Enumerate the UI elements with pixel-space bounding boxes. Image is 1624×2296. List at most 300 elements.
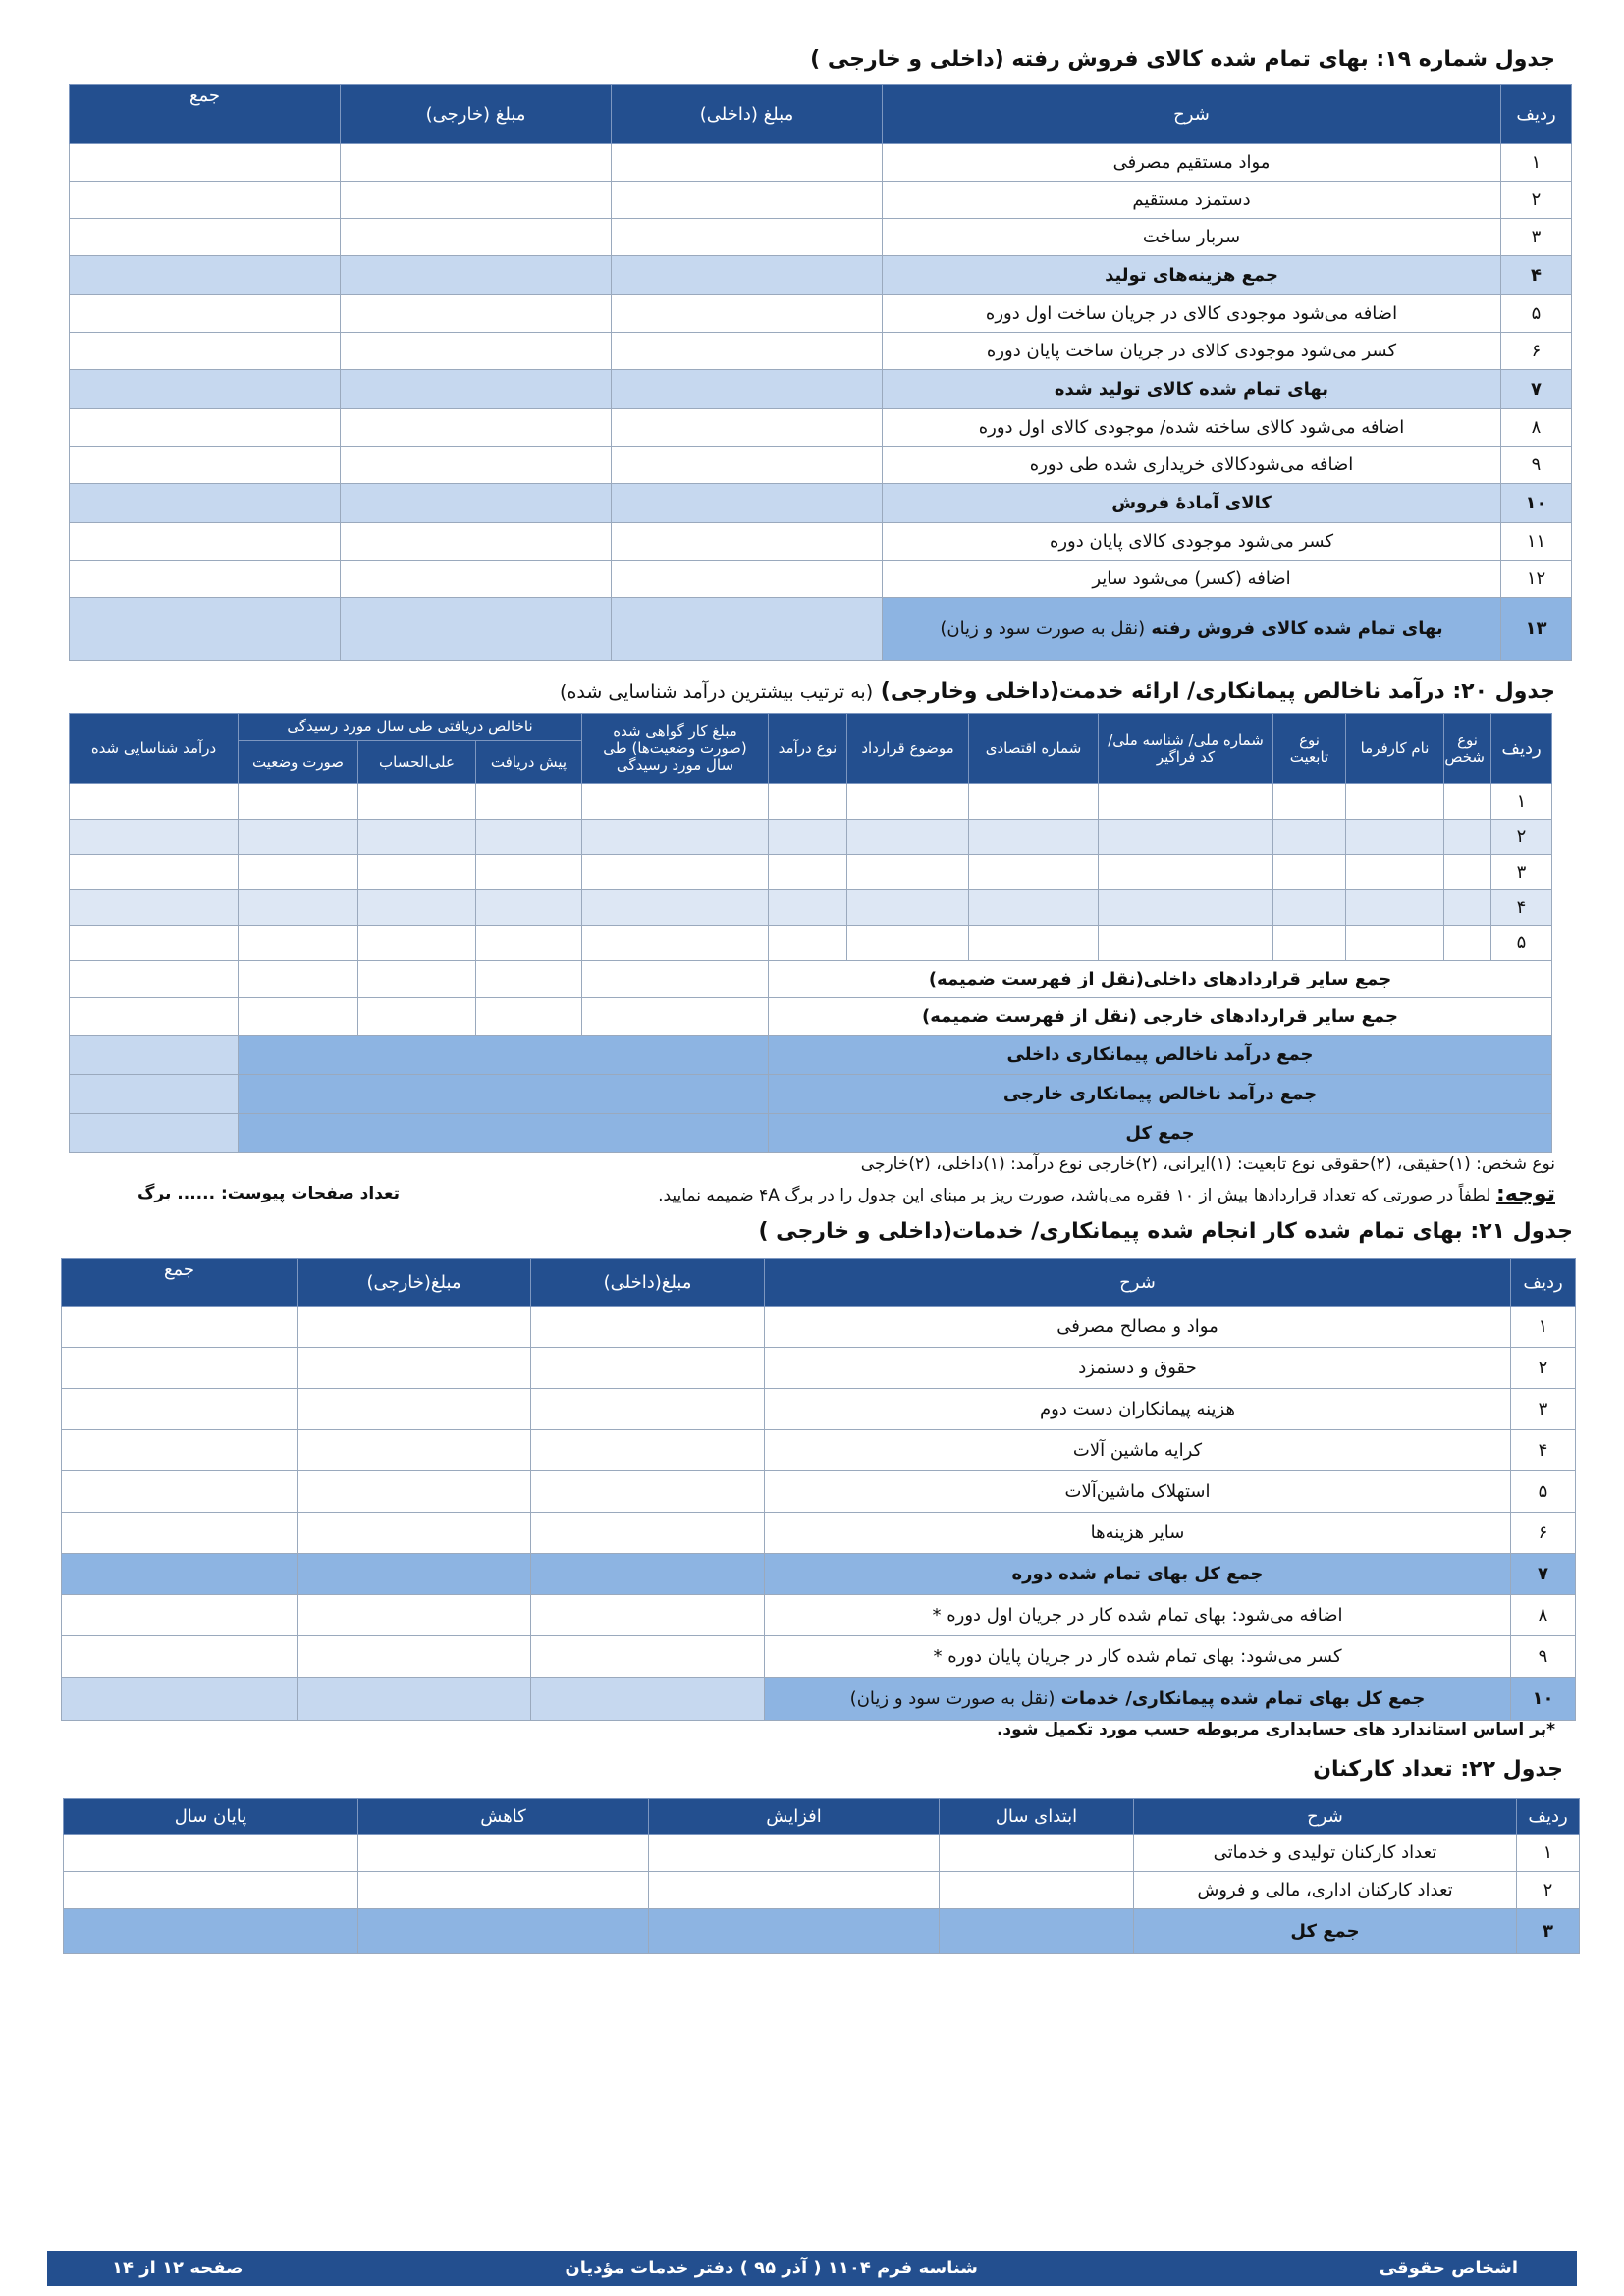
cell[interactable] xyxy=(70,1075,239,1114)
sum-label: جمع درآمد ناخالص پیمانکاری داخلی xyxy=(769,1036,1552,1075)
table21-header-desc: شرح xyxy=(765,1259,1511,1307)
row-number: ۳ xyxy=(1517,1909,1580,1954)
row-description: کسر می‌شود موجودی کالای پایان دوره xyxy=(883,523,1501,561)
cell[interactable] xyxy=(70,784,239,820)
cell[interactable] xyxy=(70,820,239,855)
domestic-amount-cell[interactable] xyxy=(612,219,883,256)
cell[interactable] xyxy=(1444,784,1491,820)
domestic-amount-cell[interactable] xyxy=(612,333,883,370)
total-amount-cell[interactable] xyxy=(70,182,341,219)
row-number: ۵ xyxy=(1511,1471,1576,1513)
table20-legend: نوع شخص: (۱)حقیقی، (۲)حقوقی نوع تابعیت: (۱)ایرانی، (۲)خارجی نوع درآمد: (۱)داخلی، (۲)خارجی xyxy=(860,1154,1555,1174)
domestic-amount-cell[interactable] xyxy=(612,523,883,561)
cell[interactable] xyxy=(239,998,358,1036)
domestic-amount-cell[interactable] xyxy=(531,1513,765,1554)
sum-label: جمع کل xyxy=(769,1114,1552,1153)
sum-label: جمع سایر قراردادهای خارجی (نقل از فهرست ضمیمه) xyxy=(769,998,1552,1036)
cell[interactable] xyxy=(358,1909,649,1954)
total-amount-cell[interactable] xyxy=(62,1678,298,1721)
cell[interactable] xyxy=(1099,820,1273,855)
cell[interactable] xyxy=(649,1909,940,1954)
table-row xyxy=(62,1389,1576,1430)
cell[interactable] xyxy=(358,961,476,998)
cell[interactable] xyxy=(582,961,769,998)
foreign-amount-cell[interactable] xyxy=(298,1636,531,1678)
total-amount-cell[interactable] xyxy=(70,333,341,370)
table-row-total xyxy=(64,1909,1580,1954)
row-description: جمع هزینه‌های تولید xyxy=(883,256,1501,295)
foreign-amount-cell[interactable] xyxy=(298,1348,531,1389)
attach-pages: تعداد صفحات پیوست: ...... برگ xyxy=(137,1184,401,1203)
table22-header-increase: افزایش xyxy=(649,1799,940,1835)
total-amount-cell[interactable] xyxy=(62,1430,298,1471)
row-number: ۷ xyxy=(1501,370,1572,409)
cell[interactable] xyxy=(239,1075,769,1114)
domestic-amount-cell[interactable] xyxy=(531,1636,765,1678)
row-number: ۵ xyxy=(1491,926,1552,961)
foreign-amount-cell[interactable] xyxy=(341,447,612,484)
table20-subtitle: (به ترتیب بیشترین درآمد شناسایی شده) xyxy=(560,681,874,703)
total-amount-cell[interactable] xyxy=(70,561,341,598)
cell[interactable] xyxy=(239,820,358,855)
row-number: ۱۲ xyxy=(1501,561,1572,598)
cell[interactable] xyxy=(239,961,358,998)
total-amount-cell[interactable] xyxy=(70,295,341,333)
table-row-total xyxy=(62,1678,1576,1721)
row-description: اضافه می‌شود کالای ساخته شده/ موجودی کالای اول دوره xyxy=(883,409,1501,447)
total-amount-cell[interactable] xyxy=(70,144,341,182)
cell[interactable] xyxy=(70,1114,239,1153)
cell[interactable] xyxy=(1444,855,1491,890)
table22-header-row-no: ردیف xyxy=(1517,1799,1580,1835)
table-row-subtotal xyxy=(62,1554,1576,1595)
cell[interactable] xyxy=(969,784,1099,820)
total-amount-cell[interactable] xyxy=(70,523,341,561)
cell[interactable] xyxy=(1346,820,1444,855)
cell[interactable] xyxy=(70,1036,239,1075)
row-description: اضافه (کسر) می‌شود سایر xyxy=(883,561,1501,598)
table20-header-status: صورت وضعیت xyxy=(239,741,358,784)
table20-header-approved: مبلغ کار گواهی شده (صورت وضعیت‌ها) طی سال مورد رسیدگی xyxy=(582,714,769,784)
domestic-amount-cell[interactable] xyxy=(531,1471,765,1513)
row-description: سربار ساخت xyxy=(883,219,1501,256)
row-number: ۱ xyxy=(1491,784,1552,820)
table-row-sum-other-foreign xyxy=(70,998,1552,1036)
table20-header-on-account: علی‌الحساب xyxy=(358,741,476,784)
table-row xyxy=(64,1835,1580,1872)
table-row-sum-other-domestic xyxy=(70,961,1552,998)
row-number: ۷ xyxy=(1511,1554,1576,1595)
domestic-amount-cell[interactable] xyxy=(612,370,883,409)
table21-header-domestic: مبلغ(داخلی) xyxy=(531,1259,765,1307)
table21-header-foreign: مبلغ(خارجی) xyxy=(298,1259,531,1307)
row-number: ۸ xyxy=(1501,409,1572,447)
table-row xyxy=(70,182,1572,219)
foreign-amount-cell[interactable] xyxy=(341,409,612,447)
total-amount-cell[interactable] xyxy=(70,598,341,661)
foreign-amount-cell[interactable] xyxy=(341,561,612,598)
table-row-subtotal xyxy=(70,370,1572,409)
cell[interactable] xyxy=(582,890,769,926)
sum-label: جمع سایر قراردادهای داخلی(نقل از فهرست ضمیمه) xyxy=(769,961,1552,998)
foreign-amount-cell[interactable] xyxy=(341,182,612,219)
cell[interactable] xyxy=(1346,855,1444,890)
table-row xyxy=(62,1595,1576,1636)
row-description: استهلاک ماشین‌آلات xyxy=(765,1471,1511,1513)
cell[interactable] xyxy=(940,1872,1134,1909)
row-number: ۱۱ xyxy=(1501,523,1572,561)
total-amount-cell[interactable] xyxy=(62,1513,298,1554)
cell[interactable] xyxy=(476,855,582,890)
row-number: ۶ xyxy=(1511,1513,1576,1554)
cell[interactable] xyxy=(64,1872,358,1909)
footer-form-id: شناسه فرم ۱۱۰۴ ( آذر ۹۵ ) دفتر خدمات مؤدیان xyxy=(565,2258,978,2278)
cell[interactable] xyxy=(847,820,969,855)
total-amount-cell[interactable] xyxy=(70,484,341,523)
table22-header-start: ابتدای سال xyxy=(940,1799,1134,1835)
table19 xyxy=(69,84,1572,661)
domestic-amount-cell[interactable] xyxy=(612,484,883,523)
table-row-subtotal xyxy=(70,484,1572,523)
table20-header-recognized: درآمد شناسایی شده xyxy=(70,714,239,784)
foreign-amount-cell[interactable] xyxy=(298,1471,531,1513)
domestic-amount-cell[interactable] xyxy=(612,561,883,598)
table22-header-desc: شرح xyxy=(1134,1799,1517,1835)
table-row xyxy=(70,219,1572,256)
row-description: کسر می‌شود: بهای تمام شده کار در جریان پایان دوره * xyxy=(765,1636,1511,1678)
cell[interactable] xyxy=(940,1835,1134,1872)
row-number: ۱۰ xyxy=(1511,1678,1576,1721)
row-description: حقوق و دستمزد xyxy=(765,1348,1511,1389)
cell[interactable] xyxy=(1346,890,1444,926)
table19-header-row-no: ردیف xyxy=(1501,85,1572,144)
cell[interactable] xyxy=(1444,890,1491,926)
foreign-amount-cell[interactable] xyxy=(298,1513,531,1554)
table-row xyxy=(62,1307,1576,1348)
sum-label: جمع درآمد ناخالص پیمانکاری خارجی xyxy=(769,1075,1552,1114)
cell[interactable] xyxy=(358,998,476,1036)
table-row xyxy=(70,820,1552,855)
foreign-amount-cell[interactable] xyxy=(341,484,612,523)
table-row xyxy=(64,1872,1580,1909)
cell[interactable] xyxy=(1273,890,1346,926)
table-row xyxy=(70,561,1572,598)
table20-header-advance: پیش دریافت xyxy=(476,741,582,784)
table-row xyxy=(70,890,1552,926)
total-amount-cell[interactable] xyxy=(70,370,341,409)
cell[interactable] xyxy=(969,820,1099,855)
footer-page-number: صفحه ۱۲ از ۱۴ xyxy=(112,2258,244,2278)
cell[interactable] xyxy=(358,820,476,855)
row-description: اضافه می‌شود موجودی کالای در جریان ساخت اول دوره xyxy=(883,295,1501,333)
domestic-amount-cell[interactable] xyxy=(612,598,883,661)
row-number: ۳ xyxy=(1511,1389,1576,1430)
domestic-amount-cell[interactable] xyxy=(612,447,883,484)
table20-note xyxy=(137,1182,1555,1206)
table-row xyxy=(70,926,1552,961)
domestic-amount-cell[interactable] xyxy=(531,1678,765,1721)
total-amount-cell[interactable] xyxy=(62,1348,298,1389)
foreign-amount-cell[interactable] xyxy=(298,1595,531,1636)
cell[interactable] xyxy=(1099,784,1273,820)
table19-header-domestic: مبلغ (داخلی) xyxy=(612,85,883,144)
cell[interactable] xyxy=(476,820,582,855)
cell[interactable] xyxy=(1099,855,1273,890)
foreign-amount-cell[interactable] xyxy=(341,370,612,409)
note-text: لطفاً در صورتی که تعداد قراردادها بیش از ۱۰ فقره می‌باشد، صورت ریز بر مبنای این جدول را در برگ ۴A ضمیمه نمایید. xyxy=(658,1186,1491,1205)
row-number: ۱۰ xyxy=(1501,484,1572,523)
cell[interactable] xyxy=(649,1835,940,1872)
table-row-sum-domestic xyxy=(70,1036,1552,1075)
total-amount-cell[interactable] xyxy=(62,1636,298,1678)
row-description: تعداد کارکنان اداری، مالی و فروش xyxy=(1134,1872,1517,1909)
cell[interactable] xyxy=(1346,784,1444,820)
row-description: کالای آمادهٔ فروش xyxy=(883,484,1501,523)
table19-title: جدول شماره ۱۹: بهای تمام شده کالای فروش رفته (داخلی و خارجی ) xyxy=(810,47,1555,72)
table20-header-economic-no: شماره اقتصادی xyxy=(969,714,1099,784)
domestic-amount-cell[interactable] xyxy=(531,1389,765,1430)
domestic-amount-cell[interactable] xyxy=(531,1430,765,1471)
cell[interactable] xyxy=(769,784,847,820)
table-row xyxy=(70,784,1552,820)
cell[interactable] xyxy=(476,961,582,998)
total-amount-cell[interactable] xyxy=(62,1307,298,1348)
foreign-amount-cell[interactable] xyxy=(298,1554,531,1595)
cell[interactable] xyxy=(358,784,476,820)
table20-title-main: جدول ۲۰: درآمد ناخالص پیمانکاری/ ارائه خدمت(داخلی وخارجی) xyxy=(880,679,1555,704)
cell[interactable] xyxy=(582,998,769,1036)
row-number: ۸ xyxy=(1511,1595,1576,1636)
cell[interactable] xyxy=(358,1872,649,1909)
row-description: مواد و مصالح مصرفی xyxy=(765,1307,1511,1348)
row-description xyxy=(883,598,1501,661)
cell[interactable] xyxy=(582,926,769,961)
cell[interactable] xyxy=(239,926,358,961)
cell[interactable] xyxy=(969,890,1099,926)
foreign-amount-cell[interactable] xyxy=(341,598,612,661)
domestic-amount-cell[interactable] xyxy=(612,144,883,182)
table-row xyxy=(70,409,1572,447)
total-label-note: (نقل به صورت سود و زیان) xyxy=(940,618,1146,639)
row-description: بهای تمام شده کالای تولید شده xyxy=(883,370,1501,409)
total-amount-cell[interactable] xyxy=(70,409,341,447)
note-label: توجه: xyxy=(1495,1182,1555,1206)
foreign-amount-cell[interactable] xyxy=(341,144,612,182)
cell[interactable] xyxy=(239,890,358,926)
table20-header-row-no: ردیف xyxy=(1491,714,1552,784)
cell[interactable] xyxy=(969,855,1099,890)
cell[interactable] xyxy=(769,926,847,961)
table22-header-end: پایان سال xyxy=(64,1799,358,1835)
foreign-amount-cell[interactable] xyxy=(341,256,612,295)
total-label: جمع کل بهای تمام شده پیمانکاری/ خدمات xyxy=(1060,1688,1426,1709)
cell[interactable] xyxy=(70,855,239,890)
row-number: ۵ xyxy=(1501,295,1572,333)
cell[interactable] xyxy=(239,784,358,820)
foreign-amount-cell[interactable] xyxy=(341,333,612,370)
row-number: ۱ xyxy=(1517,1835,1580,1872)
row-number: ۴ xyxy=(1491,890,1552,926)
table22-header-decrease: کاهش xyxy=(358,1799,649,1835)
cell[interactable] xyxy=(476,890,582,926)
total-amount-cell[interactable] xyxy=(70,447,341,484)
table20-header-national-id: شماره ملی/ شناسه ملی/ کد فراگیر xyxy=(1099,714,1273,784)
cell[interactable] xyxy=(847,855,969,890)
cell[interactable] xyxy=(70,890,239,926)
row-description: کسر می‌شود موجودی کالای در جریان ساخت پایان دوره xyxy=(883,333,1501,370)
table19-header-desc: شرح xyxy=(883,85,1501,144)
total-amount-cell[interactable] xyxy=(62,1554,298,1595)
table22 xyxy=(63,1798,1580,1954)
foreign-amount-cell[interactable] xyxy=(341,523,612,561)
domestic-amount-cell[interactable] xyxy=(531,1307,765,1348)
table20-header-subject: موضوع قرارداد xyxy=(847,714,969,784)
cell[interactable] xyxy=(64,1835,358,1872)
row-number: ۲ xyxy=(1517,1872,1580,1909)
table21 xyxy=(61,1258,1576,1721)
cell[interactable] xyxy=(649,1872,940,1909)
foreign-amount-cell[interactable] xyxy=(298,1678,531,1721)
cell[interactable] xyxy=(582,855,769,890)
total-amount-cell[interactable] xyxy=(70,256,341,295)
row-number: ۴ xyxy=(1511,1430,1576,1471)
total-amount-cell[interactable] xyxy=(62,1595,298,1636)
cell[interactable] xyxy=(1273,926,1346,961)
cell[interactable] xyxy=(476,784,582,820)
cell[interactable] xyxy=(358,926,476,961)
cell[interactable] xyxy=(847,926,969,961)
table-row xyxy=(70,855,1552,890)
row-number: ۳ xyxy=(1501,219,1572,256)
domestic-amount-cell[interactable] xyxy=(612,409,883,447)
cell[interactable] xyxy=(1273,820,1346,855)
cell[interactable] xyxy=(769,890,847,926)
cell[interactable] xyxy=(358,855,476,890)
row-number: ۹ xyxy=(1511,1636,1576,1678)
table20 xyxy=(69,713,1552,1153)
row-number: ۱ xyxy=(1511,1307,1576,1348)
row-number: ۲ xyxy=(1501,182,1572,219)
cell[interactable] xyxy=(847,890,969,926)
row-description: جمع کل بهای تمام شده دوره xyxy=(765,1554,1511,1595)
table20-header-nationality: نوع تابعیت xyxy=(1273,714,1346,784)
table20-title xyxy=(560,679,1555,704)
cell[interactable] xyxy=(1273,784,1346,820)
total-label-note: (نقل به صورت سود و زیان) xyxy=(849,1688,1056,1709)
row-description: تعداد کارکنان تولیدی و خدماتی xyxy=(1134,1835,1517,1872)
table-row xyxy=(62,1513,1576,1554)
cell[interactable] xyxy=(1444,926,1491,961)
foreign-amount-cell[interactable] xyxy=(298,1430,531,1471)
row-number: ۲ xyxy=(1511,1348,1576,1389)
table-row xyxy=(70,523,1572,561)
table-row xyxy=(70,295,1572,333)
row-number: ۴ xyxy=(1501,256,1572,295)
cell[interactable] xyxy=(70,961,239,998)
cell[interactable] xyxy=(239,855,358,890)
row-description: کرایه ماشین آلات xyxy=(765,1430,1511,1471)
cell[interactable] xyxy=(476,998,582,1036)
table-row-subtotal xyxy=(70,256,1572,295)
cell[interactable] xyxy=(1099,926,1273,961)
cell[interactable] xyxy=(969,926,1099,961)
cell[interactable] xyxy=(1099,890,1273,926)
cell[interactable] xyxy=(476,926,582,961)
row-description: جمع کل xyxy=(1134,1909,1517,1954)
table-row xyxy=(70,333,1572,370)
domestic-amount-cell[interactable] xyxy=(531,1554,765,1595)
foreign-amount-cell[interactable] xyxy=(298,1307,531,1348)
cell[interactable] xyxy=(769,855,847,890)
cell[interactable] xyxy=(70,926,239,961)
domestic-amount-cell[interactable] xyxy=(612,295,883,333)
cell[interactable] xyxy=(847,784,969,820)
table-row xyxy=(62,1471,1576,1513)
row-number: ۶ xyxy=(1501,333,1572,370)
total-amount-cell[interactable] xyxy=(62,1471,298,1513)
table20-header-person-type: نوع شخص xyxy=(1444,714,1491,784)
table-row-grand-total xyxy=(70,1114,1552,1153)
row-number: ۱۳ xyxy=(1501,598,1572,661)
table-row xyxy=(62,1430,1576,1471)
table-row xyxy=(70,144,1572,182)
cell[interactable] xyxy=(940,1909,1134,1954)
cell[interactable] xyxy=(1273,855,1346,890)
cell[interactable] xyxy=(1444,820,1491,855)
foreign-amount-cell[interactable] xyxy=(341,219,612,256)
page-footer xyxy=(47,2251,1577,2286)
cell[interactable] xyxy=(582,820,769,855)
cell[interactable] xyxy=(239,1036,769,1075)
cell[interactable] xyxy=(1346,926,1444,961)
cell[interactable] xyxy=(70,998,239,1036)
domestic-amount-cell[interactable] xyxy=(531,1595,765,1636)
foreign-amount-cell[interactable] xyxy=(341,295,612,333)
cell[interactable] xyxy=(239,1114,769,1153)
row-description: مواد مستقیم مصرفی xyxy=(883,144,1501,182)
cell[interactable] xyxy=(64,1909,358,1954)
row-description: سایر هزینه‌ها xyxy=(765,1513,1511,1554)
row-description: دستمزد مستقیم xyxy=(883,182,1501,219)
domestic-amount-cell[interactable] xyxy=(612,256,883,295)
domestic-amount-cell[interactable] xyxy=(612,182,883,219)
table21-footnote: *بر اساس استاندارد های حسابداری مربوطه حسب مورد تکمیل شود. xyxy=(996,1720,1555,1739)
table-row xyxy=(70,447,1572,484)
foreign-amount-cell[interactable] xyxy=(298,1389,531,1430)
table-row-sum-foreign xyxy=(70,1075,1552,1114)
total-amount-cell[interactable] xyxy=(62,1389,298,1430)
table21-title: جدول ۲۱: بهای تمام شده کار انجام شده پیمانکاری/ خدمات(داخلی و خارجی ) xyxy=(758,1219,1573,1244)
row-description: هزینه پیمانکاران دست دوم xyxy=(765,1389,1511,1430)
total-label: بهای تمام شده کالای فروش رفته xyxy=(1151,618,1443,639)
table20-header-received-group: ناخالص دریافتی طی سال مورد رسیدگی xyxy=(239,714,582,741)
table-row-total xyxy=(70,598,1572,661)
row-description: اضافه می‌شود: بهای تمام شده کار در جریان اول دوره * xyxy=(765,1595,1511,1636)
domestic-amount-cell[interactable] xyxy=(531,1348,765,1389)
cell[interactable] xyxy=(769,820,847,855)
row-description: اضافه می‌شودکالای خریداری شده طی دوره xyxy=(883,447,1501,484)
row-number: ۳ xyxy=(1491,855,1552,890)
table19-header-foreign: مبلغ (خارجی) xyxy=(341,85,612,144)
total-amount-cell[interactable] xyxy=(70,219,341,256)
table21-header-total: جمع xyxy=(62,1259,298,1307)
cell[interactable] xyxy=(358,1835,649,1872)
row-number: ۱ xyxy=(1501,144,1572,182)
cell[interactable] xyxy=(358,890,476,926)
row-number: ۲ xyxy=(1491,820,1552,855)
table20-header-company: نام کارفرما xyxy=(1346,714,1444,784)
cell[interactable] xyxy=(582,784,769,820)
